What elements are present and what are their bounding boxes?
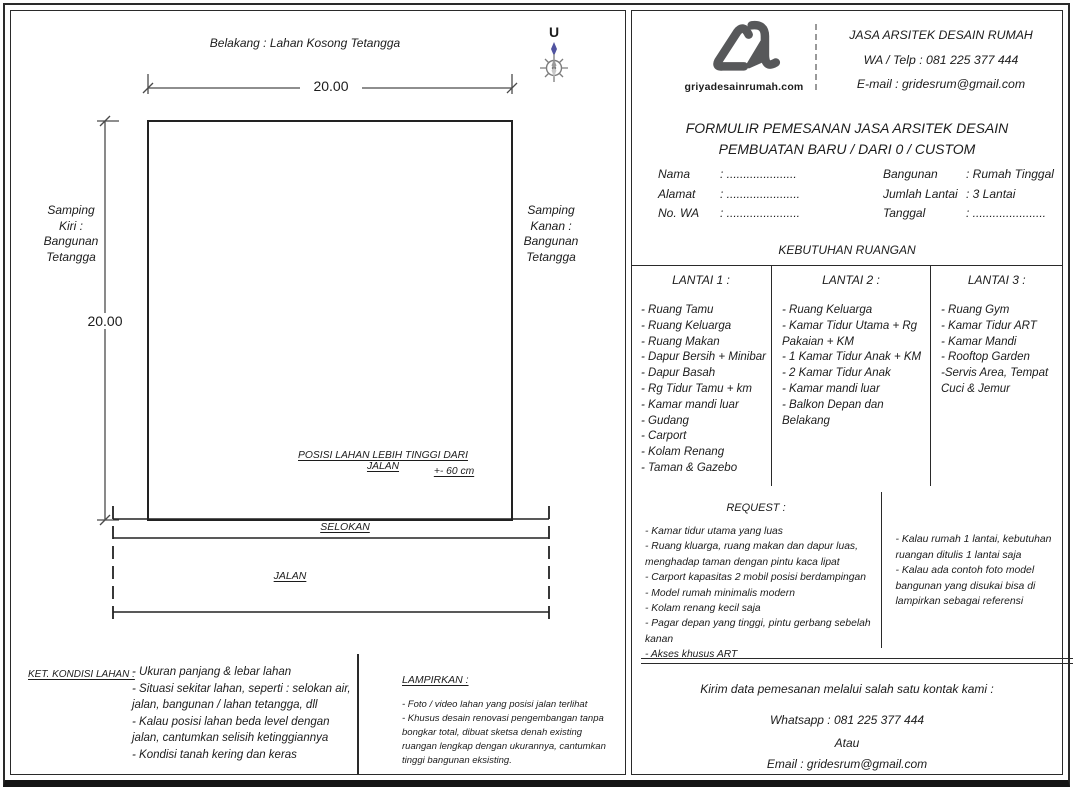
lantai3-list	[931, 294, 1063, 398]
list-item: - Carport kapasitas 2 mobil posisi berdampingan	[645, 572, 866, 584]
kondisi-lahan-list	[132, 664, 356, 763]
field-jumlah-lantai-label: Jumlah Lantai	[883, 186, 958, 201]
belakang-label: Belakang : Lahan Kosong Tetangga	[209, 36, 401, 50]
field-nama-label: Nama	[658, 167, 691, 181]
list-item: - Rg Tidur Tamu + km	[641, 382, 752, 395]
list-item: - Foto / video lahan yang posisi jalan terlihat	[402, 699, 588, 710]
list-item: - Ruang kluarga, ruang makan dan dapur luas, menghadap taman dengan pintu kaca lipat	[645, 541, 858, 568]
list-item: - Dapur Bersih + Minibar	[641, 351, 766, 364]
field-alamat	[658, 185, 800, 205]
list-item: -Servis Area, Tempat Cuci & Jemur	[941, 367, 1049, 395]
field-jumlah-lantai-value: : 3 Lantai	[966, 186, 1016, 201]
lantai2-header: LANTAI 2 :	[772, 266, 931, 294]
list-item: - Kalau ada contoh foto model bangunan yang disukai bisa di lampirkan sebagai referensi	[895, 565, 1036, 608]
north-label: U	[548, 24, 560, 40]
list-item: Tetangga	[46, 249, 96, 264]
header-dashed-divider	[815, 24, 817, 90]
list-item: - Ruang Tamu	[641, 304, 714, 316]
selokan-label: SELOKAN	[320, 521, 370, 533]
lantai1-header: LANTAI 1 :	[631, 266, 772, 294]
dimension-value-left: 20.00	[74, 313, 136, 329]
request-title: REQUEST :	[726, 502, 786, 514]
list-item: - Ruang Keluarga	[641, 319, 732, 332]
contact-section	[631, 654, 1063, 771]
list-item: - Model rumah minimalis modern	[645, 587, 795, 599]
list-item: Bangunan	[523, 234, 579, 248]
lantai1-list	[631, 294, 771, 477]
field-alamat-value: : ......................	[720, 186, 801, 201]
compass	[534, 24, 574, 89]
list-item: - Kamar Mandi	[941, 335, 1017, 348]
list-item: - Kamar Tidur Utama + Rg Pakaian + KM	[782, 319, 918, 348]
contact-intro: Kirim data pemesanan melalui salah satu kontak kami :	[700, 682, 994, 696]
posisi-lahan-note-line1: POSISI LAHAN LEBIH TINGGI DARI JALAN	[298, 450, 468, 472]
contact-whatsapp: Whatsapp : 081 225 377 444	[769, 713, 925, 727]
lantai2-list	[772, 294, 930, 429]
list-item: - Situasi sekitar lahan, seperti : selokan air, jalan, bangunan / lahan tetangga, dll	[132, 682, 351, 711]
list-item: - 2 Kamar Tidur Anak	[782, 367, 891, 380]
field-tanggal	[883, 204, 1054, 224]
kebutuhan-title: KEBUTUHAN RUANGAN	[631, 234, 1063, 266]
form-column	[631, 10, 1063, 775]
site-plan-drawing	[10, 10, 625, 655]
field-tanggal-value: : ......................	[966, 206, 1047, 220]
list-item: Kiri :	[59, 218, 83, 233]
list-item: - Taman & Gazebo	[641, 461, 738, 474]
lantai3-header: LANTAI 3 :	[967, 273, 1026, 287]
posisi-lahan-note-line2: +- 60 cm	[433, 466, 475, 477]
samping-kanan-label	[496, 203, 606, 265]
list-item: - Ruang Keluarga	[782, 304, 873, 316]
field-nama-value: : .....................	[720, 167, 797, 181]
form-title	[631, 113, 1063, 160]
field-nowa	[658, 204, 800, 224]
request-left	[631, 492, 882, 661]
form-title-line1: FORMULIR PEMESANAN JASA ARSITEK DESAIN	[685, 120, 1009, 136]
list-item: - Rooftop Garden	[941, 351, 1030, 364]
dimension-value-top: 20.00	[300, 78, 362, 94]
field-nama	[658, 165, 800, 185]
company-name: JASA ARSITEK DESAIN RUMAH	[849, 28, 1033, 42]
list-item: Kanan :	[530, 218, 572, 233]
list-item: - Dapur Basah	[641, 367, 716, 380]
jalan-label: JALAN	[273, 570, 307, 582]
samping-kiri-label	[16, 203, 126, 265]
contact-or: Atau	[834, 736, 860, 750]
list-item: - Kamar mandi luar	[782, 382, 880, 395]
list-item: Samping	[527, 203, 575, 217]
list-item: - Kalau rumah 1 lantai, kebutuhan ruangan ditulis 1 lantai saja	[895, 534, 1052, 561]
list-item: - Kamar tidur utama yang luas	[645, 526, 783, 537]
lampirkan-label: LAMPIRKAN :	[402, 674, 469, 686]
fields-left	[658, 165, 800, 224]
kebutuhan-body	[631, 294, 1063, 486]
kondisi-lahan-label: KET. KONDISI LAHAN :	[28, 669, 135, 680]
compass-rose-icon	[534, 40, 574, 84]
logo-monogram-icon	[694, 16, 794, 78]
logo-domain-text: griyadesainrumah.com	[684, 81, 804, 93]
field-bangunan	[883, 165, 1054, 185]
list-item: - Carport	[641, 430, 687, 443]
contact-email: Email : gridesrum@gmail.com	[766, 757, 928, 771]
list-item: - Kamar Tidur ART	[941, 319, 1037, 332]
request-notes-list	[896, 532, 1056, 610]
field-nowa-value: : ......................	[720, 206, 801, 220]
list-item: - Kamar mandi luar	[641, 398, 739, 411]
list-item: - Ukuran panjang & lebar lahan	[132, 666, 292, 678]
company-phone: WA / Telp : 081 225 377 444	[863, 53, 1019, 67]
company-email: E-mail : gridesrum@gmail.com	[856, 77, 1026, 91]
company-contact-block	[827, 28, 1055, 91]
form-title-line2: PEMBUATAN BARU / DARI 0 / CUSTOM	[718, 141, 976, 157]
request-list	[645, 524, 879, 663]
field-bangunan-label: Bangunan	[883, 167, 938, 181]
list-item: - Ruang Makan	[641, 335, 720, 348]
field-tanggal-label: Tanggal	[883, 206, 926, 220]
list-item: - Ruang Gym	[941, 304, 1010, 316]
list-item: - Balkon Depan dan Belakang	[782, 398, 884, 427]
field-bangunan-value: : Rumah Tinggal	[966, 167, 1054, 181]
kebutuhan-headers	[631, 266, 1063, 294]
lampirkan-list	[402, 698, 616, 768]
list-item: - Pagar depan yang tinggi, pintu gerbang sebelah kanan	[645, 618, 871, 645]
list-item: - Kalau posisi lahan beda level dengan jalan, cantumkan selisih ketinggiannya	[132, 715, 330, 744]
company-logo	[683, 16, 805, 93]
list-item: - Kolam renang kecil saja	[645, 603, 761, 615]
list-item: Samping	[47, 203, 95, 217]
list-item: Tetangga	[526, 249, 576, 264]
list-item: - Khusus desain renovasi pengembangan tanpa bongkar total, dibuat sketsa denah existing ruangan lengkap dengan ukurannya, cantumkan tinggi bangunan eksisting.	[402, 713, 606, 766]
list-item: - Akses khusus ART	[645, 649, 738, 661]
list-item: - 1 Kamar Tidur Anak + KM	[782, 351, 922, 364]
request-section	[631, 492, 1063, 661]
request-notes	[884, 492, 1063, 648]
fields-right	[883, 165, 1054, 224]
field-jumlah-lantai	[883, 185, 1054, 205]
field-nowa-label: No. WA	[658, 206, 700, 220]
list-item: - Gudang	[641, 414, 689, 427]
list-item: - Kondisi tanah kering dan keras	[132, 748, 297, 761]
lampirkan-panel	[358, 654, 625, 774]
kondisi-lahan-panel	[10, 654, 357, 774]
field-alamat-label: Alamat	[658, 186, 696, 201]
list-item: Bangunan	[43, 234, 99, 248]
list-item: - Kolam Renang	[641, 446, 725, 459]
